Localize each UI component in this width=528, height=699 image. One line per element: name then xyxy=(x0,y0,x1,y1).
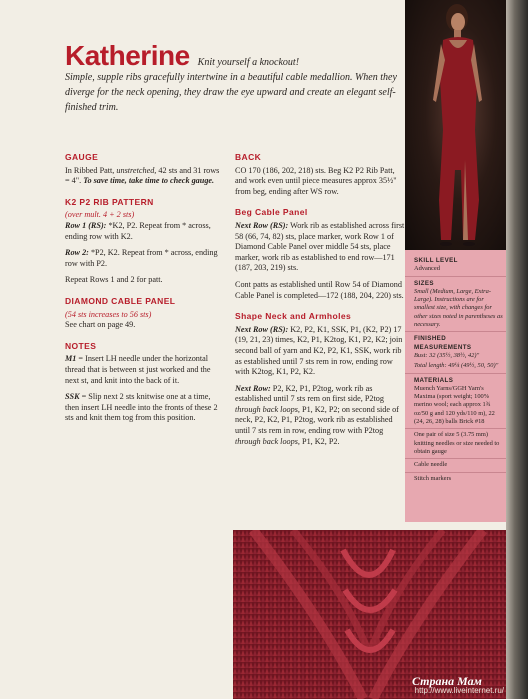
cable-panel-heading: Beg Cable Panel xyxy=(235,207,308,218)
rib-pattern-heading: K2 P2 RIB PATTERN xyxy=(65,196,154,207)
diamond-panel-text: See chart on page 49. xyxy=(65,320,136,330)
gauge-text: In Ribbed Patt, unstretched, 42 sts and 31 rows = 4". To save time, take time to check gauge. xyxy=(65,165,220,186)
back-text: CO 170 (186, 202, 218) sts. Beg K2 P2 Rib Patt, and work even until piece measures approx 35½" from beg, ending after WS row. xyxy=(235,165,397,196)
watermark-logo: Страна Мам xyxy=(412,674,482,688)
gauge-heading: GAUGE xyxy=(65,152,99,162)
model-figure xyxy=(405,0,506,250)
finished-bust: Bust: 32 (35½, 38½, 42)" xyxy=(414,351,480,359)
sizes-heading: SIZES xyxy=(414,279,434,287)
model-photo xyxy=(405,0,506,250)
materials-yarn: Muench Yarns/GGH Yarn's Maxima (sport weight; 100% merino wool; each approx 1¾ oz/50 g and 120 yds/110 m), 22 (24, 26, 28) balls Brick #18 xyxy=(414,384,495,426)
left-column xyxy=(65,152,225,430)
divider xyxy=(405,373,513,374)
finished-heading: FINISHED MEASUREMENTS xyxy=(414,335,472,351)
divider xyxy=(405,428,513,429)
continue-text: Cont patts as established until Row 54 of Diamond Cable Panel is completed—172 (188, 204, 220) sts. xyxy=(235,279,404,300)
divider xyxy=(405,331,513,332)
divider xyxy=(405,458,513,459)
tagline: Knit yourself a knockout! xyxy=(197,57,300,68)
notes-heading: NOTES xyxy=(65,340,97,351)
diamond-panel-heading: DIAMOND CABLE PANEL xyxy=(65,295,176,306)
book-spine-shadow xyxy=(506,0,528,699)
back-heading: BACK xyxy=(235,152,262,162)
specs-sidebar xyxy=(405,250,506,522)
skill-text: Advanced xyxy=(414,265,440,273)
skill-heading: SKILL LEVEL xyxy=(414,257,458,264)
pattern-title: Katherine xyxy=(65,40,190,71)
shape-neck-text: Next Row (RS): K2, P2, K1, SSK, P1, (K2, P2) 17 (19, 21, 23) times, K2, P1, K2tog, K1, P2, K2; join second ball of yarn and K2, P2, K1, SSK, work rib as established until 7 sts rem in row, ending row with K2tog, K1, P2, K2. xyxy=(235,324,403,377)
title-block xyxy=(65,40,405,72)
divider xyxy=(405,276,513,277)
sizes-text: Small (Medium, Large, Extra-Large). Instructions are for smallest size, with changes for other sizes noted in parentheses as necessary. xyxy=(414,287,503,329)
materials-cable-needle: Cable needle xyxy=(414,461,448,469)
intro-text: Simple, supple ribs gracefully intertwine in a beautiful cable medallion. When they diverge for the neck opening, they draw the eye upward and create an elegant self-finished trim. xyxy=(65,72,397,113)
materials-heading: MATERIALS xyxy=(414,376,454,384)
note-m1: M1 = Insert LH needle under the horizontal thread that is between st just worked and the next st, and knit into the back of it. xyxy=(65,354,211,385)
rib-row-1: Row 1 (RS): *K2, P2. Repeat from * across, ending row with K2. xyxy=(65,220,211,241)
rib-pattern-multiple: (over mult. 4 + 2 sts) xyxy=(65,210,135,220)
middle-column xyxy=(235,152,405,453)
diamond-panel-sts: (54 sts increases to 56 sts) xyxy=(65,309,152,319)
rib-repeat: Repeat Rows 1 and 2 for patt. xyxy=(65,275,163,285)
cable-panel-text: Next Row (RS): Work rib as established across first 58 (66, 74, 82) sts, place marker, work Row 1 of Diamond Cable Panel over middle 54 sts, place marker, work rib as established to end row—171 (187, 203, 219) sts. xyxy=(235,220,405,273)
rib-row-2: Row 2: *P2, K2. Repeat from * across, ending row with P2. xyxy=(65,248,218,268)
shape-neck-heading: Shape Neck and Armholes xyxy=(235,311,352,322)
materials-markers: Stitch markers xyxy=(414,474,452,482)
divider xyxy=(405,472,513,473)
note-ssk: SSK = Slip next 2 sts knitwise one at a time, then insert LH needle into the fronts of these 2 sts and knit them tog from this position. xyxy=(65,392,218,423)
next-row-text: Next Row: P2, K2, P1, P2tog, work rib as established until 7 sts rem on first side, P2tog through back loops, P1, K2, P2; on second side of neck, P2, K2, P1, P2tog, work rib as established until 7 sts rem in row, ending row with P2tog through back loops, P1, K2, P2. xyxy=(235,383,399,446)
finished-length: Total length: 49¼ (49½, 50, 50)" xyxy=(414,362,499,370)
watermark-url: http://www.liveinternet.ru/ xyxy=(414,686,504,695)
materials-needles: One pair of size 5 (3.75 mm) knitting needles or size needed to obtain gauge xyxy=(414,431,500,455)
